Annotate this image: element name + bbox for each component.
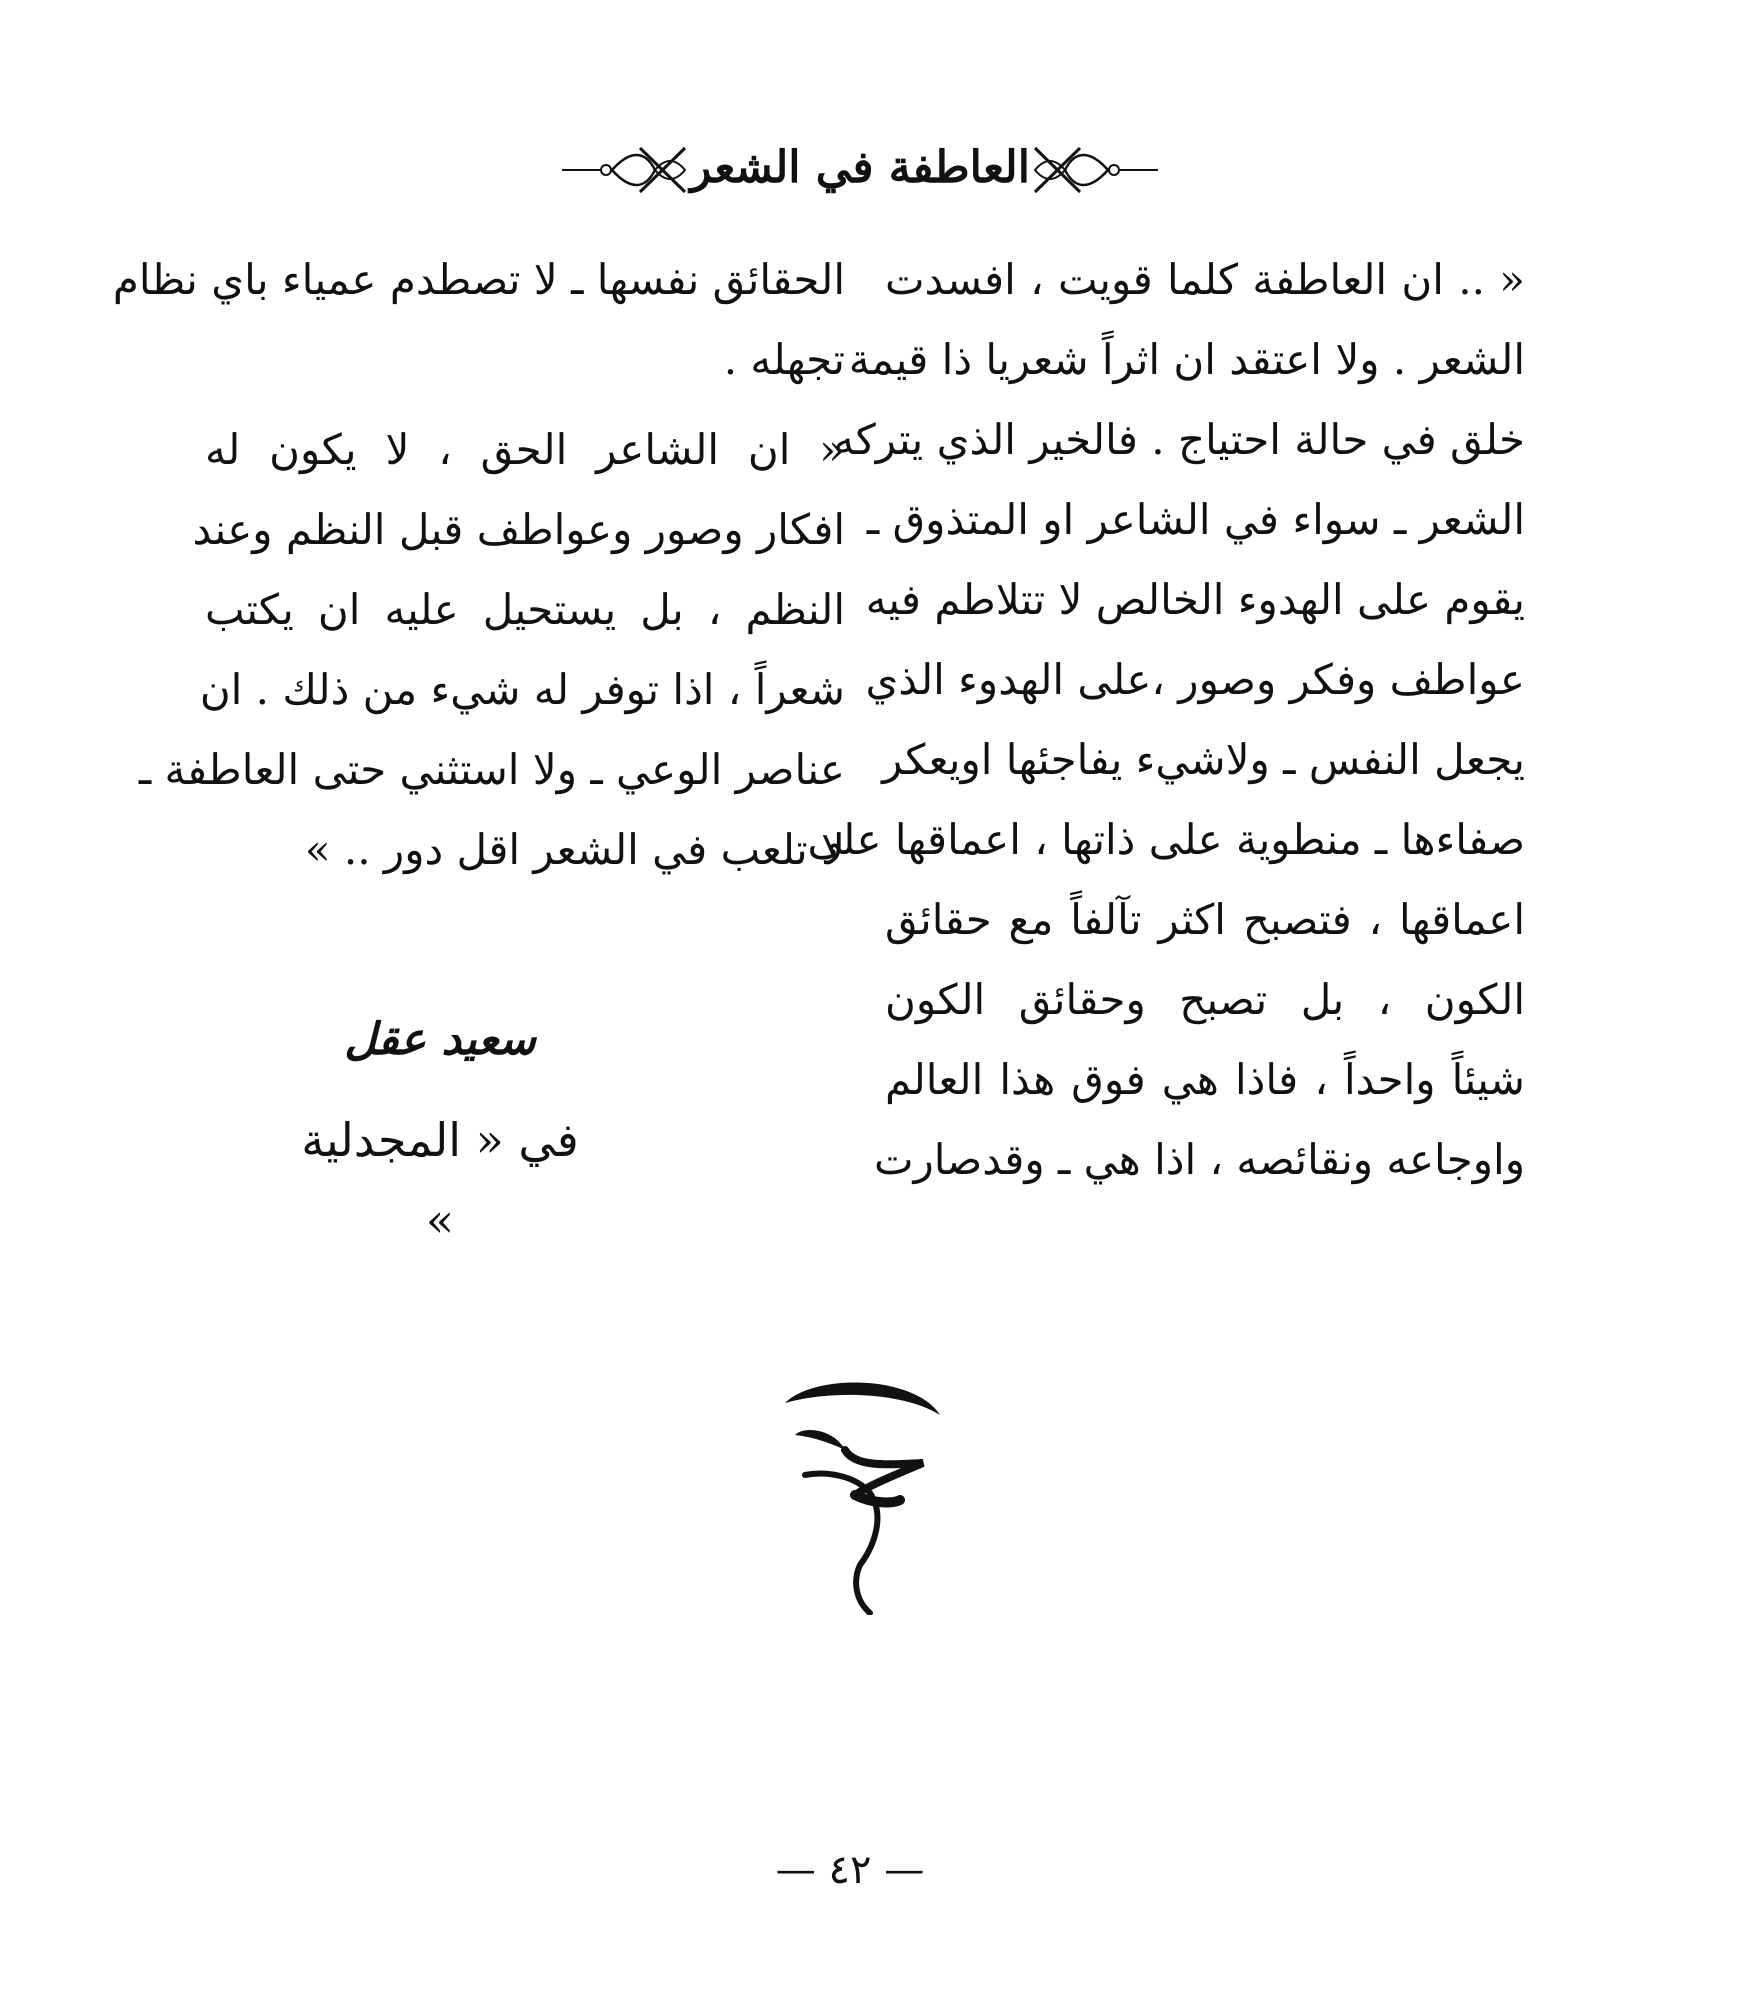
- text-line: اعماقها ، فتصبح اكثر تآلفاً مع حقائق: [885, 895, 1525, 944]
- page-title: العاطفة في الشعر: [690, 142, 1030, 193]
- paragraph: [138, 410, 845, 890]
- right-text-column: [807, 240, 1525, 1200]
- text-line: خلق في حالة احتياج . فالخير الذي يتركه: [833, 415, 1525, 464]
- decorative-flourish-icon: [560, 140, 690, 200]
- text-line: الشعر ـ سواء في الشاعر او المتذوق ـ: [866, 495, 1525, 544]
- paragraph-gap: [205, 400, 845, 410]
- text-line: « ان الشاعر الحق ، لا يكون له: [205, 425, 845, 474]
- text-line: شعراً ، اذا توفر له شيء من ذلك . ان: [199, 665, 845, 714]
- text-line: يقوم على الهدوء الخالص لا تتلاطم فيه: [865, 575, 1525, 624]
- text-line: « .. ان العاطفة كلما قويت ، افسدت: [885, 255, 1525, 304]
- page-header: [560, 130, 1160, 220]
- page-number: — ٤٢ —: [775, 1847, 925, 1893]
- text-line: يجعل النفس ـ ولاشيء يفاجئها اويعكر: [882, 735, 1525, 784]
- author-name: سعيد عقل: [344, 1014, 536, 1065]
- text-line: الشعر . ولا اعتقد ان اثراً شعريا ذا قيمة: [848, 335, 1525, 384]
- text-line: تجهله .: [723, 335, 845, 384]
- text-line: شيئاً واحداً ، فاذا هي فوق هذا العالم: [885, 1055, 1525, 1104]
- text-line: الكون ، بل تصبح وحقائق الكون: [885, 975, 1525, 1024]
- text-line: لا تلعب في الشعر اقل دور .. »: [304, 825, 845, 874]
- calligraphic-flourish-icon: [775, 1375, 945, 1615]
- text-line: صفاءها ـ منطوية على ذاتها ، اعماقها على: [807, 815, 1525, 864]
- signature-block: [290, 1000, 590, 1260]
- text-line: الحقائق نفسها ـ لا تصطدم عمياء باي نظام: [112, 255, 845, 304]
- left-text-column: [112, 240, 845, 890]
- text-line: النظم ، بل يستحيل عليه ان يكتب: [205, 585, 845, 634]
- decorative-flourish-icon: [1030, 140, 1160, 200]
- paragraph: [112, 240, 845, 400]
- text-line: عواطف وفكر وصور ،على الهدوء الذي: [865, 655, 1525, 704]
- text-line: واوجاعه ونقائصه ، اذا هي ـ وقدصارت: [873, 1135, 1525, 1184]
- text-line: افكار وصور وعواطف قبل النظم وعند: [192, 505, 845, 554]
- source-title: في « المجدلية »: [301, 1113, 579, 1247]
- text-line: عناصر الوعي ـ ولا استثني حتى العاطفة ـ: [138, 745, 845, 794]
